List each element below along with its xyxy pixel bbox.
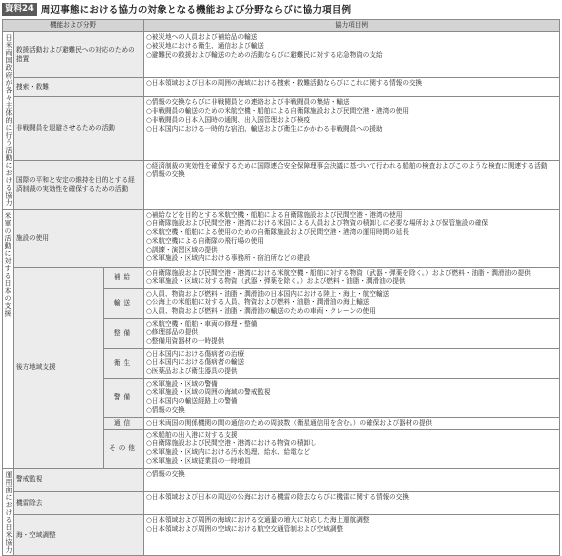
examples-cell [144, 491, 560, 514]
example-item: ○人員、物資および燃料・油脂・潤滑油の輸送のための車両・クレーンの使用 [146, 307, 376, 316]
examples-cell [144, 288, 560, 318]
examples-cell [144, 267, 560, 288]
example-item: ○日本領域および日本の周辺の公海における機雷の除去ならびに機雷に関する情報の交換 [146, 492, 409, 501]
example-item: ○情報の交換 [146, 405, 185, 414]
subcategory-cell: 衛生 [104, 348, 144, 378]
category-cell: 施設の使用 [14, 209, 144, 267]
examples-cell [144, 160, 560, 209]
example-item: ○補給などを目的とする米航空機・船舶による自衛隊施設および民間空港・港湾の使用 [146, 210, 403, 219]
section-label: 日米両国政府が各々主体的に行う活動における協力 [3, 32, 14, 210]
examples-cell [144, 32, 560, 78]
example-item: ○経済制裁の実効性を確保するために国際連合安全保障理事会決議に基づいて行われる船舶の検査およびこのような検査に関連する活動 [146, 161, 548, 170]
example-item: ○自衛隊施設および民間空港・港湾における米国による人員および物資の積卸しに必要な場所および保管施設の確保 [146, 219, 489, 228]
example-item: ○整備用資器材の一時提供 [146, 337, 225, 346]
examples-cell [144, 417, 560, 429]
example-item: ○米航空機による自衛隊の飛行場の使用 [146, 236, 264, 245]
category-cell: 警戒監視 [14, 468, 144, 491]
examples-cell [144, 429, 560, 468]
example-item: ○修理部品の提供 [146, 328, 198, 337]
subcategory-cell: その他 [104, 429, 144, 468]
example-item: ○米軍施設・区域内における事務所・宿泊所などの建設 [146, 254, 311, 263]
example-item: ○被災地における衛生、通信および輸送 [146, 41, 264, 50]
example-item: ○米航空機・船舶・車両の修理・整備 [146, 319, 258, 328]
table-row [3, 515, 560, 556]
example-item: ○情報の交換 [146, 469, 185, 478]
example-item: ○日本領域および周囲の空域における航空交通管制および空域調整 [146, 524, 344, 533]
category-cell: 後方地域支援 [14, 267, 104, 468]
examples-cell [144, 378, 560, 417]
example-item: ○日本国内の輸送経路上の警備 [146, 397, 238, 406]
example-item: ○米航空機・船舶による使用のための自衛隊施設および民間空港・港湾の運用時間の延長 [146, 228, 409, 237]
example-item: ○日米両国の関係機関の間の通信のための周波数（衛星通信用を含む。）の確保および器材の提供 [146, 418, 433, 427]
document-badge: 資料24 [2, 3, 37, 16]
example-item: ○非戦闘員の日本入国時の通関、出入国管理および検疫 [146, 115, 311, 124]
example-item: ○米軍施設・区域に対する物資（武器・弾薬を除く。）および燃料・油脂・潤滑油の提供 [146, 277, 406, 286]
subcategory-cell: 輸送 [104, 288, 144, 318]
document-title: 周辺事態における協力の対象となる機能および分野ならびに協力項目例 [40, 5, 352, 16]
table-row [3, 267, 560, 288]
section-label: 運用面における日米協力 [3, 468, 14, 556]
table-row [3, 468, 560, 491]
example-item: ○日本国内における一時的な宿泊、輸送および衛生にかかわる非戦闘員への援助 [146, 124, 383, 133]
category-cell: 救援活動および避難民への対応のための措置 [14, 32, 144, 78]
category-cell: 国際の平和と安定の維持を目的とする経済制裁の実効性を確保するための活動 [14, 160, 144, 209]
table-header-row [3, 20, 560, 32]
category-cell: 海・空域調整 [14, 515, 144, 556]
examples-cell [144, 468, 560, 491]
example-item: ○日本国内における傷病者の治療 [146, 349, 245, 358]
example-item: ○米軍施設・区域の周囲の海域の警戒監視 [146, 388, 271, 397]
header-examples: 協力項目例 [144, 20, 560, 32]
example-item: ○医薬品および衛生器具の提供 [146, 367, 238, 376]
example-item: ○訓練・演習区域の提供 [146, 245, 218, 254]
table-row [3, 32, 560, 78]
example-item: ○自衛隊施設および民間空港・港湾における米航空機・船舶に対する物資（武器・弾薬を除く。）および燃料・油脂・潤滑油の提供 [146, 268, 531, 277]
example-item: ○自衛隊施設および民間空港・港湾における物資の積卸し [146, 439, 317, 448]
title-row [2, 2, 351, 16]
example-item: ○避難民の救援および輸送のための活動ならびに避難民に対する応急物資の支給 [146, 50, 383, 59]
example-item: ○米軍施設・区域内における汚水処理、給水、給電など [146, 448, 311, 457]
example-item: ○米船舶の出入港に対する支援 [146, 430, 238, 439]
table-row [3, 491, 560, 514]
subcategory-cell: 警備 [104, 378, 144, 417]
examples-cell [144, 515, 560, 556]
table-row [3, 78, 560, 97]
header-function: 機能および分野 [3, 20, 144, 32]
category-cell: 非戦闘員を退避させるための活動 [14, 97, 144, 160]
examples-cell [144, 209, 560, 267]
example-item: ○人員、物資および燃料・油脂・潤滑油の日本国内における陸上・海上・航空輸送 [146, 289, 390, 298]
examples-cell [144, 318, 560, 348]
examples-cell [144, 97, 560, 160]
example-item: ○日本国内における傷病者の輸送 [146, 358, 245, 367]
cooperation-table [2, 19, 560, 556]
example-item: ○日本領域および日本の周囲の海域における捜索・救難活動ならびにこれに関する情報の交換 [146, 79, 423, 88]
category-cell: 捜索・救難 [14, 78, 144, 97]
subcategory-cell: 補給 [104, 267, 144, 288]
subcategory-cell: 整備 [104, 318, 144, 348]
section-label: 米軍の活動に対する日本の支援 [3, 209, 14, 468]
example-item: ○被災地への人員および補給品の輸送 [146, 33, 258, 41]
table-row [3, 209, 560, 267]
example-item: ○情報の交換 [146, 170, 185, 179]
examples-cell [144, 78, 560, 97]
example-item: ○公海上の米船舶に対する人員、物資および燃料・油脂・潤滑油の海上輸送 [146, 298, 370, 307]
table-row [3, 97, 560, 160]
example-item: ○日本領域および周囲の海域における交通量の増大に対応した海上運航調整 [146, 516, 370, 525]
example-item: ○非戦闘員の輸送のための米航空機・船舶による自衛隊施設および民間空港・港湾の使用 [146, 107, 409, 116]
examples-cell [144, 348, 560, 378]
example-item: ○米軍施設・区域の警備 [146, 379, 218, 388]
category-cell: 機雷除去 [14, 491, 144, 514]
subcategory-cell: 通信 [104, 417, 144, 429]
example-item: ○米軍施設・区域従業員の一時増員 [146, 456, 251, 465]
example-item: ○情報の交換ならびに非戦闘員との連絡および非戦闘員の集結・輸送 [146, 98, 350, 107]
table-row [3, 160, 560, 209]
